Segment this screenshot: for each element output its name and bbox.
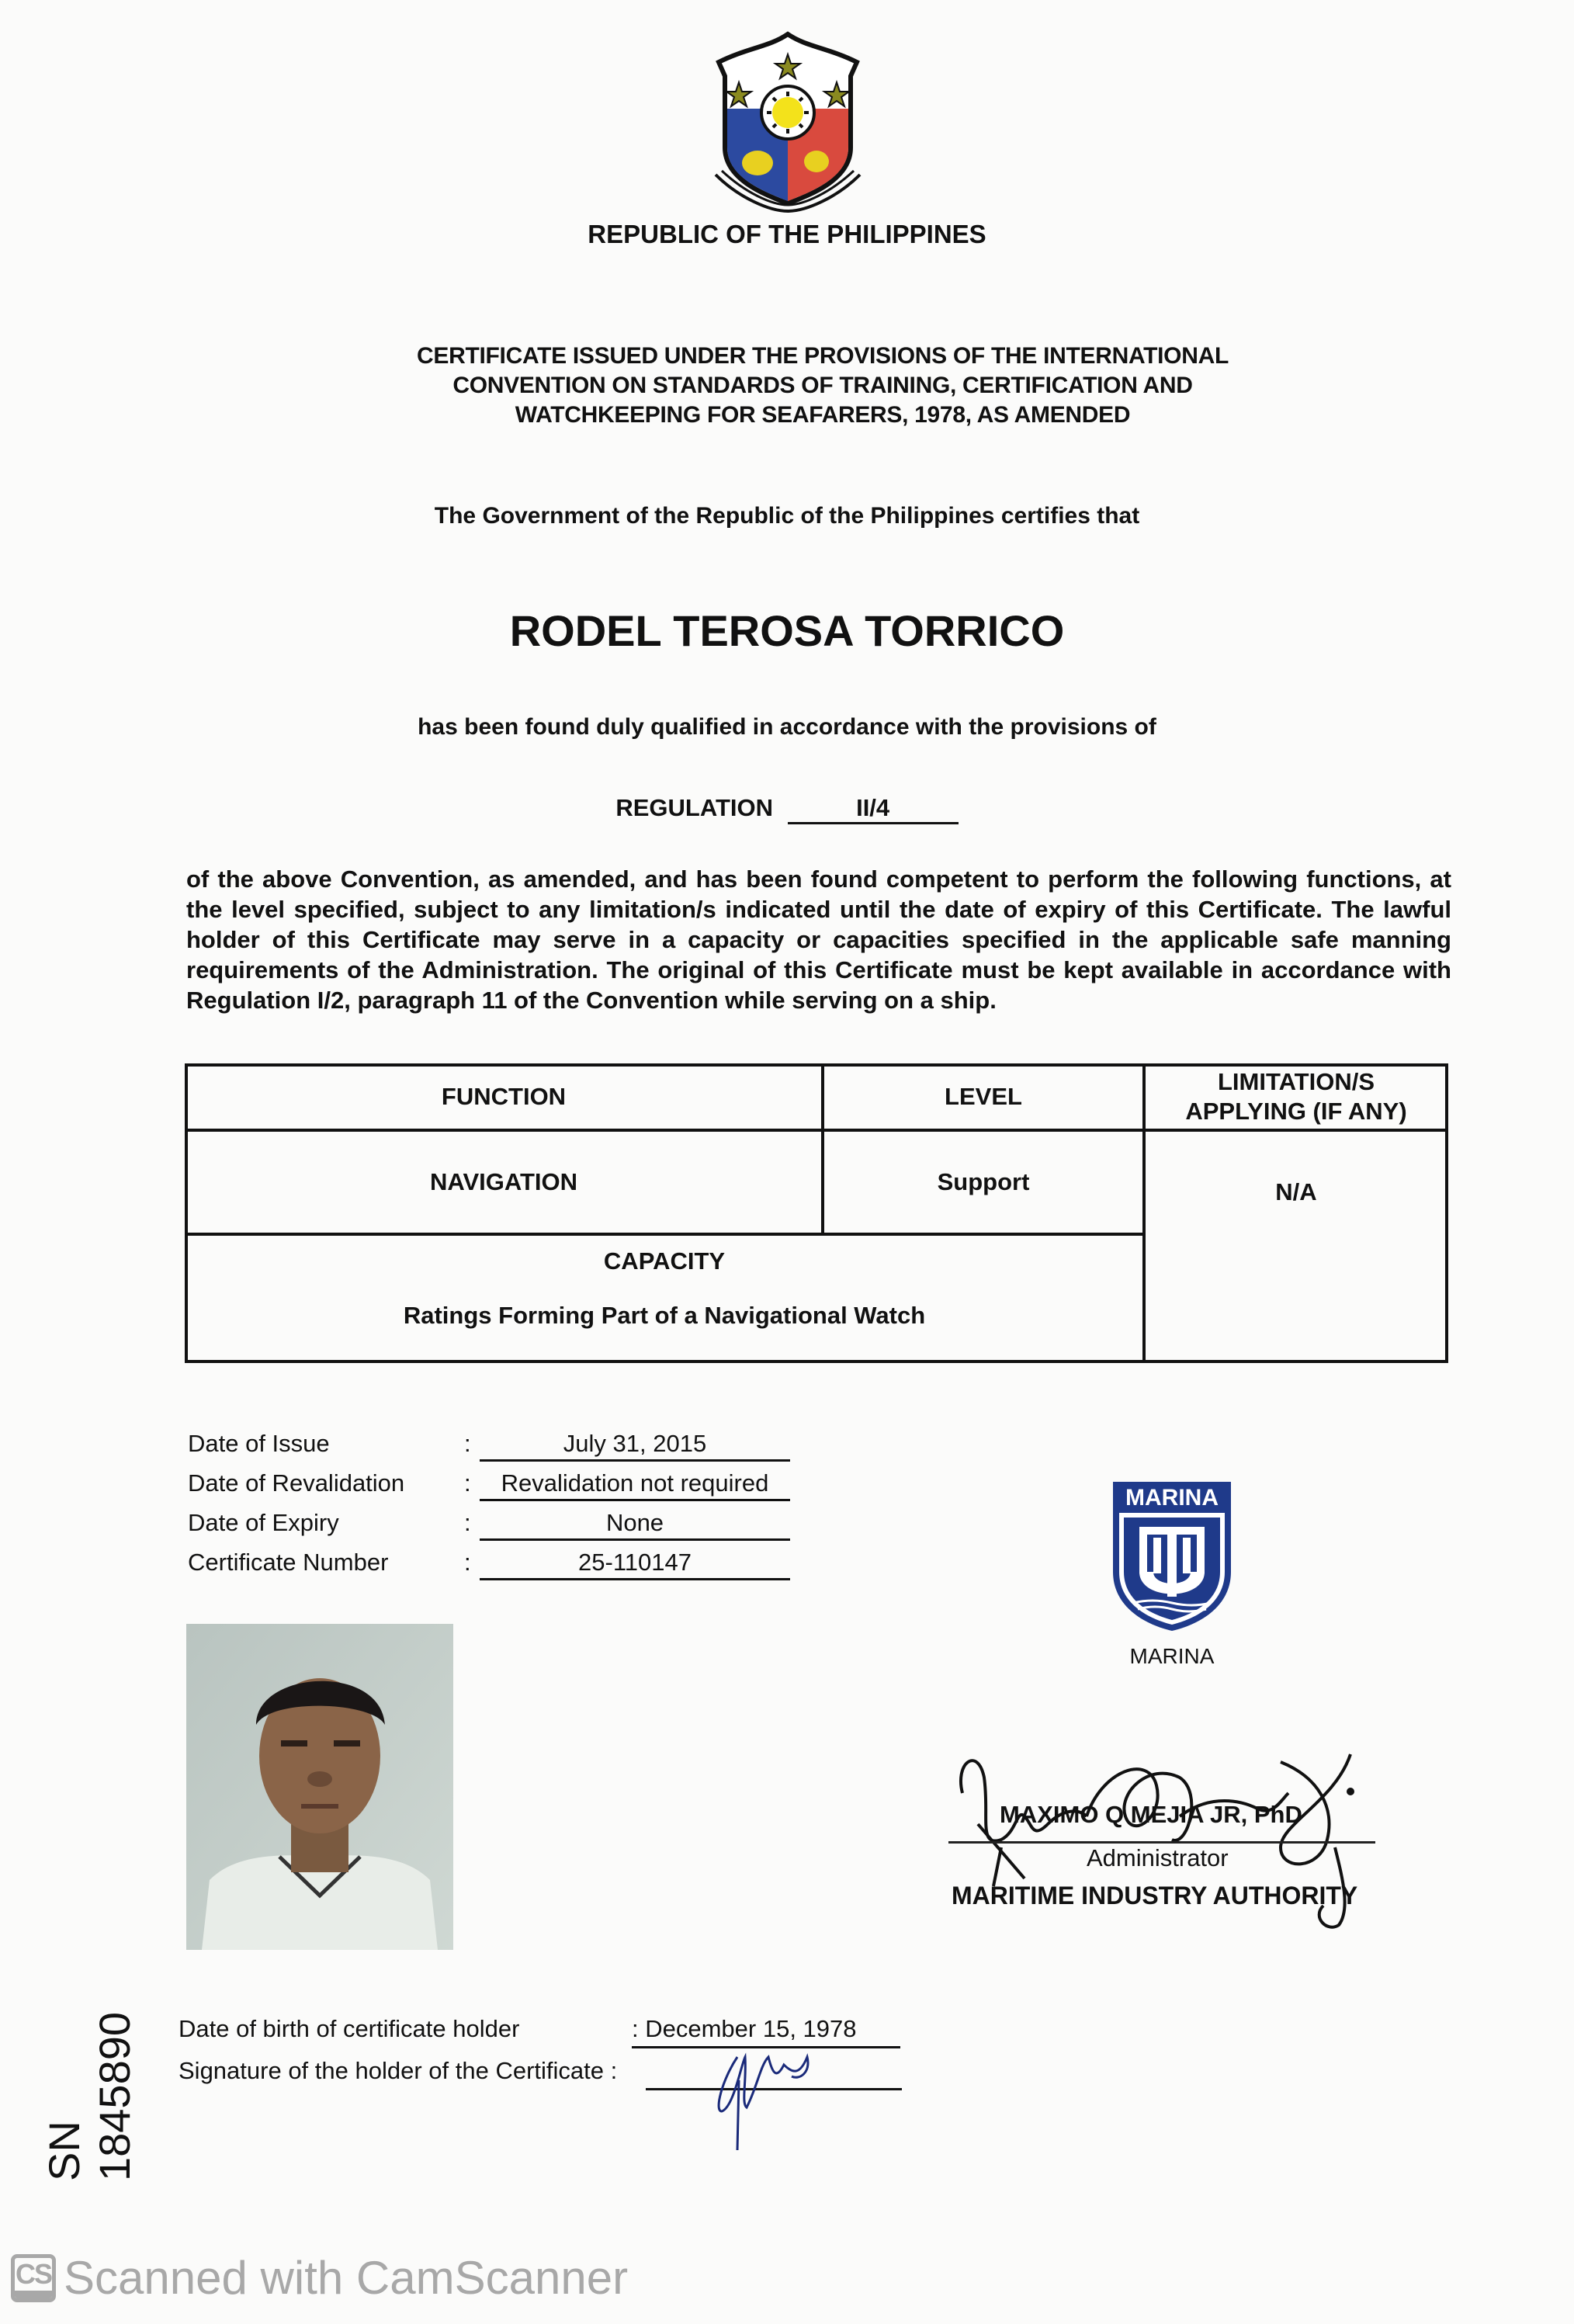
marina-logo xyxy=(1110,1479,1234,1634)
limitations-value: N/A xyxy=(1275,1178,1317,1205)
header-limitations-line: LIMITATION/S xyxy=(1217,1068,1375,1095)
certifies-statement: The Government of the Republic of the Philippines certifies that xyxy=(434,503,1140,529)
camscanner-watermark xyxy=(11,2251,628,2305)
qualified-statement: has been found duly qualified in accordance with the provisions of xyxy=(418,714,1156,740)
detail-colon: : xyxy=(464,1469,471,1497)
philippine-seal xyxy=(708,31,868,213)
detail-label: Date of Expiry xyxy=(188,1509,339,1536)
function-table xyxy=(185,1063,1448,1363)
detail-label: Date of Issue xyxy=(188,1430,330,1457)
signature-line xyxy=(948,1841,1375,1844)
header-limitations-line: APPLYING (IF ANY) xyxy=(1185,1098,1407,1125)
level-value: Support xyxy=(937,1168,1030,1195)
expiry-value: None xyxy=(480,1509,790,1541)
capacity-value: Ratings Forming Part of a Navigational Watch xyxy=(403,1302,926,1329)
capacity-header: CAPACITY xyxy=(603,1247,726,1275)
holder-name: RODEL TEROSA TORRICO xyxy=(509,606,1065,655)
issuing-authority: MARITIME INDUSTRY AUTHORITY xyxy=(952,1882,1358,1909)
date-of-issue-value: July 31, 2015 xyxy=(480,1430,790,1462)
serial-number: SN 1845890 xyxy=(40,2011,139,2181)
header-level: LEVEL xyxy=(945,1083,1022,1110)
detail-colon: : xyxy=(464,1509,471,1536)
marina-caption: MARINA xyxy=(1129,1644,1215,1668)
holder-signature-label: Signature of the holder of the Certificate : xyxy=(179,2057,618,2084)
dob-label: Date of birth of certificate holder xyxy=(179,2015,520,2042)
revalidation-value: Revalidation not required xyxy=(480,1469,790,1501)
holder-photo xyxy=(186,1624,453,1950)
function-value: NAVIGATION xyxy=(429,1168,577,1195)
marina-logo-text: MARINA xyxy=(1125,1485,1219,1511)
detail-label: Date of Revalidation xyxy=(188,1469,405,1497)
regulation-line xyxy=(0,794,1574,824)
convention-line: WATCHKEEPING FOR SEAFARERS, 1978, AS AMENDED xyxy=(515,402,1131,428)
regulation-value: II/4 xyxy=(788,794,959,824)
header-function: FUNCTION xyxy=(441,1083,567,1110)
country-heading: REPUBLIC OF THE PHILIPPINES xyxy=(588,220,986,248)
administrator-name: MAXIMO Q MEJIA JR, PhD xyxy=(1000,1801,1302,1828)
camscanner-logo-text: CS xyxy=(15,2257,51,2290)
competency-paragraph: of the above Convention, as amended, and has been found competent to perform the following functions, at the level specified, subject to any limitation/s indicated until the date of expiry of this Certificate. The lawful holder of this Certificate may serve in a capacity or capacities specified in the applicable safe manning requirements of the Administration. The original of this Certificate must be kept available in accordance with Regulation I/2, paragraph 11 of the Convention while serving on a ship. xyxy=(186,865,1451,1014)
detail-colon: : xyxy=(464,1430,471,1457)
camscanner-text: Scanned with CamScanner xyxy=(64,2252,629,2304)
detail-label: Certificate Number xyxy=(188,1549,389,1576)
administrator-title: Administrator xyxy=(1087,1844,1229,1871)
convention-heading xyxy=(373,342,1273,430)
detail-colon: : xyxy=(464,1549,471,1576)
convention-line: CONVENTION ON STANDARDS OF TRAINING, CERTIFICATION AND xyxy=(452,373,1193,398)
dob-value: : December 15, 1978 xyxy=(632,2015,900,2048)
regulation-label: REGULATION xyxy=(615,794,773,821)
convention-line: CERTIFICATE ISSUED UNDER THE PROVISIONS OF THE INTERNATIONAL xyxy=(417,343,1229,369)
certificate-number-value: 25-110147 xyxy=(480,1549,790,1580)
holder-signature xyxy=(699,2034,838,2158)
camscanner-logo xyxy=(11,2254,56,2302)
header-limitations xyxy=(1144,1063,1448,1130)
